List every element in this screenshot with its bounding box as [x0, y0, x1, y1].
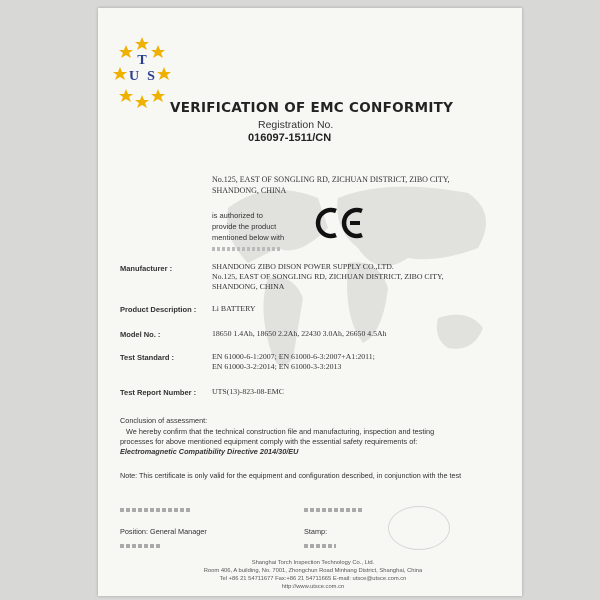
test-standard-label: Test Standard :	[120, 353, 175, 362]
conclusion-line: processes for above mentioned equipment comply with the essential safety requirements of:	[120, 437, 418, 446]
footer-company: Shanghai Torch Inspection Technology Co., Ltd.	[251, 560, 375, 566]
stamp-label: Stamp:	[304, 527, 328, 536]
model-value: 18650 1.4Ah, 18650 2.2Ah, 22430 3.0Ah, 26650 4.5Ah	[212, 329, 387, 338]
certificate-title: VERIFICATION OF EMC CONFORMITY	[170, 100, 454, 116]
registration-label: Registration No.	[258, 119, 334, 131]
footer-address: Room 406, A building, No. 7001, Zhongchun Road Minhang District, Shanghai, China	[203, 568, 423, 574]
validity-note: Note: This certificate is only valid for the equipment and configuration described, in conjunction with the test	[120, 471, 462, 480]
product-value: Li BATTERY	[212, 304, 256, 313]
manufacturer-line: SHANDONG ZIBO DISON POWER SUPPLY CO.,LTD.	[212, 262, 394, 271]
logo-letter-t: T	[137, 53, 147, 68]
manufacturer-line: SHANDONG, CHINA	[212, 282, 285, 291]
registration-number: 016097-1511/CN	[248, 132, 332, 144]
holder-address-line: No.125, EAST OF SONGLING RD, ZICHUAN DISTRICT, ZIBO CITY,	[212, 175, 450, 184]
footer-contact: Tel +86 21 54711677 Fax:+86 21 54711665 E-mail: utsce@utsce.com.cn	[219, 576, 407, 582]
signature-mark	[304, 544, 336, 548]
test-report-value: UTS(13)-823-08-EMC	[212, 387, 284, 396]
test-report-label: Test Report Number :	[120, 388, 197, 397]
authorization-line: provide the product	[212, 222, 277, 231]
ce-mark-icon	[312, 203, 372, 243]
test-standard-line: EN 61000-6-1:2007; EN 61000-6-3:2007+A1:2011;	[212, 352, 375, 361]
logo-letter-u: U	[128, 69, 140, 84]
position-text: Position: General Manager	[120, 527, 207, 536]
product-label: Product Description :	[120, 305, 197, 314]
authorization-line: is authorized to	[212, 211, 263, 220]
footer-website: http://www.utsce.com.cn	[281, 584, 345, 590]
holder-address	[212, 174, 457, 196]
manufacturer-label: Manufacturer :	[120, 264, 173, 273]
stamp-seal	[388, 506, 450, 550]
manufacturer-line: No.125, EAST OF SONGLING RD, ZICHUAN DISTRICT, ZIBO CITY,	[212, 272, 444, 281]
certificate-page	[98, 8, 522, 596]
test-standard-value	[212, 352, 462, 372]
signature-mark	[304, 508, 364, 512]
conclusion-heading: Conclusion of assessment:	[120, 416, 208, 425]
manufacturer-value	[212, 262, 462, 292]
uts-logo	[112, 33, 172, 108]
signature-mark	[120, 544, 160, 548]
authorization-text	[212, 210, 304, 254]
illegible-text	[212, 243, 304, 254]
authorization-line: mentioned below with	[212, 233, 285, 242]
conclusion-line: We hereby confirm that the technical construction file and manufacturing, inspection and testing	[126, 427, 435, 436]
holder-address-line: SHANDONG, CHINA	[212, 186, 287, 195]
test-standard-line: EN 61000-3-2:2014; EN 61000-3-3:2013	[212, 362, 342, 371]
directive-text: Electromagnetic Compatibility Directive 2014/30/EU	[120, 447, 299, 456]
signature-mark	[120, 508, 190, 512]
model-label: Model No. :	[120, 330, 161, 339]
logo-letter-s: S	[147, 69, 155, 84]
